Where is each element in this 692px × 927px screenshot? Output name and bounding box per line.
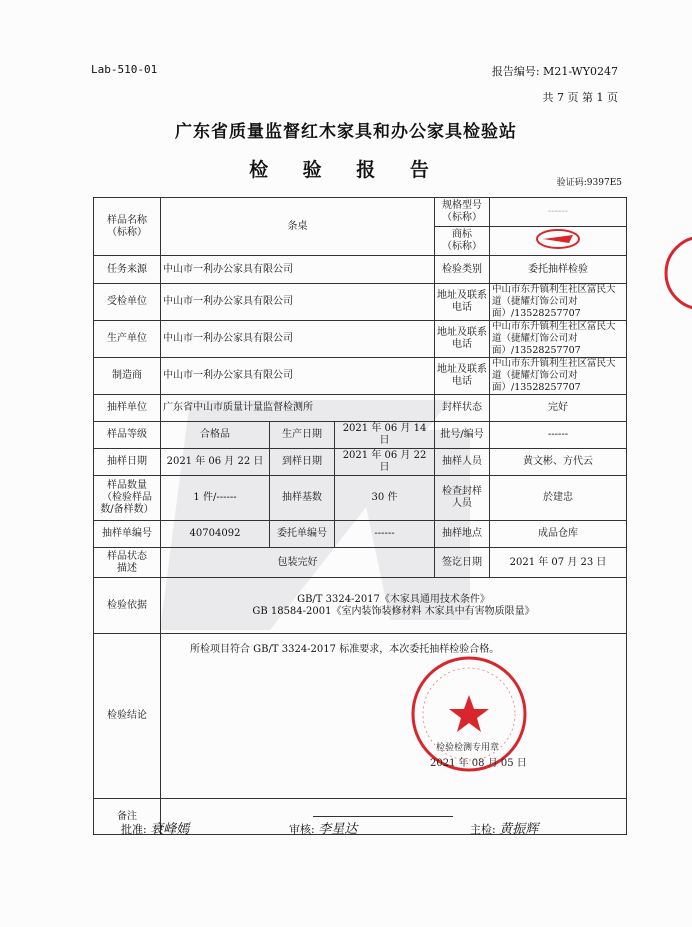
task-source-label: 任务来源	[94, 256, 161, 284]
sample-name: 条桌	[161, 198, 435, 256]
review-label: 审核:	[289, 823, 315, 836]
base-label: 抽样基数	[270, 476, 335, 521]
basis-standard-1: GB/T 3324-2017《木家具通用技术条件》	[297, 593, 490, 605]
spec-value: ------	[490, 198, 627, 227]
inspected-unit: 中山市一利办公家具有限公司	[161, 284, 435, 321]
verify-code: 验证码:9397E5	[556, 178, 622, 188]
page-info: 共 7 页 第 1 页	[542, 91, 618, 104]
manufacturer-address: 中山市东升镇利生社区富民大道（捷耀灯饰公司对面）/13528257707	[490, 358, 627, 395]
brand-logo-icon	[535, 227, 581, 251]
arrive-date: 2021 年 06 月 22 日	[335, 449, 435, 476]
qty: 1 件/------	[161, 476, 270, 521]
manufacturer-label: 制造商	[94, 358, 161, 395]
report-number: 报告编号: M21-WY0247	[491, 65, 618, 78]
seal-status: 完好	[490, 395, 627, 422]
inspected-unit-label: 受检单位	[94, 284, 161, 321]
sample-date: 2021 年 06 月 22 日	[161, 449, 270, 476]
sampler: 黄文彬、方代云	[490, 449, 627, 476]
batch-label: 批号/编号	[435, 422, 490, 449]
checker: 於建忠	[490, 476, 627, 521]
grade-label: 样品等级	[94, 422, 161, 449]
organization-name: 广东省质量监督红木家具和办公家具检验站	[175, 122, 517, 142]
producer: 中山市一利办公家具有限公司	[161, 321, 435, 358]
remark-cell	[161, 799, 627, 835]
entrust-no: ------	[335, 521, 435, 548]
approve-signature: 衰峰嫣	[150, 822, 190, 837]
edge-seal-fragment	[662, 233, 692, 313]
seal-label: 检验检测专用章	[436, 743, 500, 753]
qty-label: 样品数量 （检验样品 数/备样数）	[94, 476, 161, 521]
review-sign	[289, 818, 357, 837]
contact-label: 地址及联系电话	[435, 358, 490, 395]
brand-label: 商标 （标称）	[435, 227, 490, 256]
prod-date: 2021 年 06 月 14 日	[335, 422, 435, 449]
conclusion-text: 所检项目符合 GB/T 3324-2017 标准要求，本次委托抽样检验合格。	[190, 644, 500, 655]
manufacturer: 中山市一利办公家具有限公司	[161, 358, 435, 395]
arrive-date-label: 到样日期	[270, 449, 335, 476]
producer-address: 中山市东升镇利生社区富民大道（捷耀灯饰公司对面）/13528257707	[490, 321, 627, 358]
prod-date-label: 生产日期	[270, 422, 335, 449]
producer-label: 生产单位	[94, 321, 161, 358]
brand-logo	[490, 227, 627, 256]
main-inspector-sign	[470, 818, 538, 837]
entrust-no-label: 委托单编号	[270, 521, 335, 548]
task-source: 中山市一利办公家具有限公司	[161, 256, 435, 284]
approve-sign	[121, 818, 189, 837]
inspect-type: 委托抽样检验	[490, 256, 627, 284]
inspected-address: 中山市东升镇利生社区富民大道（捷耀灯饰公司对面）/13528257707	[490, 284, 627, 321]
sampler-label: 抽样人员	[435, 449, 490, 476]
sign-date-label: 签讫日期	[435, 548, 490, 578]
sample-date-label: 抽样日期	[94, 449, 161, 476]
state-label: 样品状态 描述	[94, 548, 161, 578]
state: 包装完好	[161, 548, 435, 578]
approve-label: 批准:	[121, 823, 147, 836]
conclusion-cell	[161, 634, 627, 799]
report-title: 检 验 报 告	[249, 159, 443, 181]
contact-label: 地址及联系电话	[435, 321, 490, 358]
form-no-label: 抽样单编号	[94, 521, 161, 548]
sampler-unit-label: 抽样单位	[94, 395, 161, 422]
form-no: 40704092	[161, 521, 270, 548]
main-inspector-signature: 黄振辉	[499, 822, 539, 837]
contact-label: 地址及联系电话	[435, 284, 490, 321]
basis-label: 检验依据	[94, 578, 161, 634]
lab-code: Lab-510-01	[91, 63, 158, 76]
main-inspector-label: 主检:	[470, 823, 496, 836]
base: 30 件	[335, 476, 435, 521]
remark-label: 备注	[94, 799, 161, 835]
basis-cell	[161, 578, 627, 634]
sign-date: 2021 年 07 月 23 日	[490, 548, 627, 578]
remark-line	[313, 816, 453, 817]
seal-date: 2021 年 08 月 05 日	[430, 758, 527, 769]
report-table	[93, 197, 627, 835]
batch: ------	[490, 422, 627, 449]
sampler-unit: 广东省中山市质量计量监督检测所	[161, 395, 435, 422]
inspect-type-label: 检验类别	[435, 256, 490, 284]
location: 成品仓库	[490, 521, 627, 548]
location-label: 抽样地点	[435, 521, 490, 548]
spec-label: 规格型号 （标称）	[435, 198, 490, 227]
review-signature: 李星达	[318, 822, 358, 837]
grade: 合格品	[161, 422, 270, 449]
conclusion-label: 检验结论	[94, 634, 161, 799]
checker-label: 检查封样 人员	[435, 476, 490, 521]
seal-status-label: 封样状态	[435, 395, 490, 422]
sample-name-label: 样品名称 （标称）	[94, 198, 161, 256]
basis-standard-2: GB 18584-2001《室内装饰装修材料 木家具中有害物质限量》	[252, 605, 535, 617]
